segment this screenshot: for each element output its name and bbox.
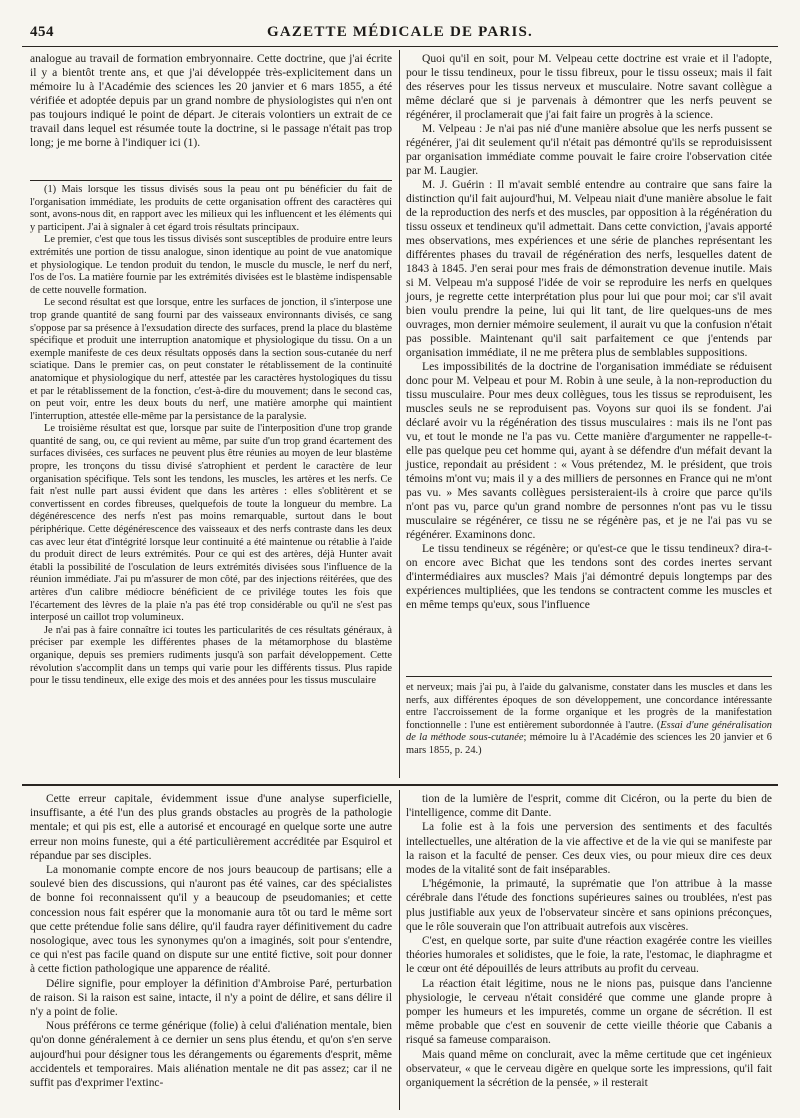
bottom-right-column	[406, 792, 772, 1090]
top-left-column	[30, 52, 392, 150]
footnote-paragraph: Je n'ai pas à faire connaître ici toutes les particularités de ces résultats généraux, à préciser par exemple les différentes phases de la métamorphose du blastème organique, depuis ses premiers rudiments jusqu'à son parfait développement. Cette révolution s'accomplit dans un temps qui varie pour les différents tissus. Plus rapide pour le tissu tendineux, elle exige des mois et des années pour les tissus musculaire	[30, 624, 392, 687]
body-paragraph: Nous préférons ce terme générique (folie) à celui d'aliénation mentale, bien qu'on donne généralement à ce dernier un sens plus étendu, et qu'on s'en serve aujourd'hui pour désigner tous les dérangements ou égarements d'esprit, même accidentels et temporaires. Mais aliénation mentale ne dit pas assez; car il ne suffit pas d'exprimer l'extinc-	[30, 1020, 392, 1090]
footnote-paragraph: Le second résultat est que lorsque, entre les surfaces de jonction, il s'interpose une trop grande quantité de sang fourni par des vaisseaux environnants divisés, ce sang s'oppose par sa présence à l'exsudation directe des surfaces, prend la place du blastème spécifique et produit une interruption anatomique et physiologique du tissu. On a un exemple manifeste de ces deux résultats opposés dans la section sous-cutanée du nerf sciatique. Dans le premier cas, on peut constater le rétablissement de la continuité anatomique et physiologique du nerf, attestée par les caractères hystologiques du tissu et par le rétablissement de la fonction, c'est-à-dire du mouvement; dans le second cas, on peut voir, entre les deux bouts du nerf, une matière amorphe qui maintient l'interruption, attestée elle-même par la persistance de la paralysie.	[30, 297, 392, 422]
body-paragraph: Cette erreur capitale, évidemment issue d'une analyse superficielle, insuffisante, a été l'un des plus grands obstacles au progrès de la pathologie mentale; et qui pis est, elle a autorisé et encouragé en quelque sorte une autre erreur non moins funeste, qui a été particulièrement accréditée par Esquirol et répandue par ses disciples.	[30, 793, 392, 862]
footnote-paragraph: (1) Mais lorsque les tissus divisés sous la peau ont pu bénéficier du fait de l'organisation immédiate, les produits de cette organisation offrent des caractères qui sont, avons-nous dit, en rapport avec les milieux qui les influencent et les éléments qui y participent. J'ai à signaler à cet égard trois résultats principaux.	[30, 184, 392, 233]
body-paragraph: L'hégémonie, la primauté, la suprématie que l'on attribue à la masse cérébrale dans l'étude des fonctions supérieures saines ou troublées, n'est pas plus justifiable aux yeux de l'observateur sincère et sans opinions préconçues, que le rôle souverain que l'on attribuait autrefois aux viscères.	[406, 878, 772, 933]
header-rule	[22, 46, 778, 47]
body-paragraph: La folie est à la fois une perversion des sentiments et des facultés intellectuelles, une altération de la vie affective et de la vie qui se manifeste par la raison et la faculté de penser. Ces deux vies, ou pour mieux dire ces deux modes de la vitalité sont de fait inséparables.	[406, 821, 772, 877]
footnote-right-text: et nerveux; mais j'ai pu, à l'aide du galvanisme, constater dans les muscles et dans les nerfs, aux différentes époques de son développement, une concordance intéressante entre l'accroissement de la forme organique et les progrès de la manifestation fonctionnelle : l'une est entièrement subordonnée à l'autre. (	[406, 682, 772, 731]
footnote-paragraph: Le troisième résultat est que, lorsque par suite de l'interposition d'une trop grande quantité de sang, ou, ce qui revient au même, par suite d'un trop grand écartement des surfaces divisées, ces surfaces ne peuvent plus être réunies au moyen de leur blastème propre, les tronçons du tissu divisé s'atrophient et perdent le caractère de leur organisation spécifique. Tels sont les tendons, les muscles, les artères et les nerfs. Ce fait n'est nulle part aussi évident que dans les artères : elles s'oblitèrent et se convertissent en cordes fibreuses, quelquefois de toute la longueur du membre. La dégénérescence des nerfs n'est pas moins remarquable, surtout dans le bout périphérique. Cette dégénérescence des vaisseaux et des nerfs contraste dans les deux cas avec leur état d'intégrité lorsque leur continuité a été maintenue ou rétablie à l'aide du produit direct de leurs extrémités. Pour ce qui est des artères, déjà Hunter avait établi la possibilité de l'osculation de leurs extrémités divisées sous l'influence de la réunion immédiate. J'ai pu m'assurer de mon côté, par des injections réitérées, que des artères d'un calibre médiocre bénéficient de ce privilége toutes les fois que l'écartement des lèvres de la plaie n'a pas été trop considérable ou qu'il ne s'est pas interposé un caillot trop volumineux.	[30, 423, 392, 624]
body-paragraph: tion de la lumière de l'esprit, comme dit Cicéron, ou la perte du bien de l'intelligence, comme dit Dante.	[406, 793, 772, 820]
body-paragraph: Le tissu tendineux se régénère; or qu'est-ce que le tissu tendineux? dira-t-on encore avec Bichat que les tendons sont des cordes inertes servant d'intermédiaires aux muscles? Mais j'ai démontré depuis longtemps par des expériences multipliées, que les tendons se contractent comme les muscles et en même temps qu'eux, sous l'influence	[406, 542, 772, 611]
footnote-rule-right	[406, 676, 772, 677]
body-paragraph: Mais quand même on conclurait, avec la même certitude que cet ingénieux observateur, « que le cerveau digère en quelque sorte les impressions, qu'il fait organiquement la sécrétion de la pensée, » il resterait	[406, 1048, 772, 1090]
footnote-right-column	[406, 682, 772, 758]
footnote-right-title: Essai d'une généralisation de la méthode sous-cutanée	[406, 719, 772, 744]
column-divider-bottom	[399, 790, 400, 1110]
body-paragraph: La réaction était légitime, nous ne le nions pas, puisque dans l'ancienne physiologie, le cerveau n'était considéré que comme une glande propre à pomper les humeurs et les impuretés, comme un organe de sécrétion. Il est même probable que c'est en souvenir de cette vieille théorie que Cabanis a risqué sa fameuse comparaison.	[406, 977, 772, 1047]
body-paragraph: La monomanie compte encore de nos jours beaucoup de partisans; elle a soulevé bien des discussions, qui n'auront pas été vaines, car des spécialistes de bonne foi reconnaissent qu'il y a beaucoup de pseudomanies; et cette concession nous fait espérer que la monomanie aura tôt ou tard le même sort que cette prétendue folie sans délire, qu'il faudra rayer définitivement du cadre nosologique, avec tous les synonymes qu'on a imaginés, soit pour s'entendre, ce qui n'est pas facile quand on dispute sur une entité fictive, soit pour donner à cette fiction pathologique une apparence de réalité.	[30, 864, 392, 976]
footnote-right-text-after: ; mémoire lu à l'Académie des sciences les 20 janvier et 6 mars 1855, p. 24.)	[406, 732, 772, 756]
top-right-column	[406, 52, 772, 612]
body-paragraph: Les impossibilités de la doctrine de l'organisation immédiate se réduisent donc pour M. Velpeau et pour M. Robin à une seule, à la non-reproduction du tissu musculaire. Pour mes deux collègues, tous les tissus se reproduisent, les muscles seuls ne se reproduisent pas. Voyons sur quoi ils se fondent. J'ai déclaré avoir vu la régénération des tissus musculaires : mais ils ne l'ont pas vu, et tout le monde ne l'a pas vu. Cette manière d'argumenter ne rappelle-t-elle pas quelque peu cet homme qui, ayant à se défendre d'un méfait devant la justice, repondait au président : « Vous prétendez, M. le président, que trois témoins m'ont vu; mais il y a des milliers de personnes en France qui ne m'ont pas vu. » Mes savants collègues persisteraient-ils à croire que parce qu'ils n'ont pas vu, parce qu'un grand nombre de personnes n'ont pas vu le tissu musculaire se régénérer, ce tissu ne se régénère pas, et je ne l'ai pas vu se régénérer. Examinons donc.	[406, 360, 772, 541]
section-rule	[22, 784, 778, 786]
body-paragraph: Délire signifie, pour employer la définition d'Ambroise Paré, perturbation de raison. Si la raison est saine, intacte, il n'y a point de délire, et sans délire il n'y a point de folie.	[30, 977, 392, 1019]
footnote-column	[30, 184, 392, 688]
footnote-rule	[30, 180, 392, 181]
footnote-right-paragraph	[406, 682, 772, 758]
page-header	[22, 24, 778, 44]
journal-title: GAZETTE MÉDICALE DE PARIS.	[267, 24, 533, 40]
footnote-paragraph: Le premier, c'est que tous les tissus divisés sont susceptibles de produire entre leurs extrémités une portion de tissu analogue, sinon identique au point de vue anatomique et physiologique. Le tendon produit du tendon, le muscle du muscle, le nerf du nerf, l'os de l'os. La matière fournie par les extrémités divisées est le blastème indispensable de cette nouvelle formation.	[30, 234, 392, 296]
body-paragraph: M. Velpeau : Je n'ai pas nié d'une manière absolue que les nerfs pussent se régénérer, j'ai dit seulement qu'il n'était pas démontré qu'ils se reproduisissent par organisation immédiate comme pouvait le faire croire l'observation citée par M. Laugier.	[406, 122, 772, 177]
bottom-left-column	[30, 792, 392, 1090]
body-paragraph: Quoi qu'il en soit, pour M. Velpeau cette doctrine est vraie et il l'adopte, pour le tissu tendineux, pour le tissu fibreux, pour le tissu osseux; mais il fait des réserves pour les tissus nerveux et musculaire. Notre savant collègue a même déclaré que si je parvenais à démontrer que les nerfs peuvent se régénérer, il proclamerait que j'ai fait faire un progrès à la science.	[406, 52, 772, 121]
body-paragraph: analogue au travail de formation embryonnaire. Cette doctrine, que j'ai écrite il y a bientôt trente ans, et que j'ai développée très-explicitement dans un mémoire lu à l'Académie des sciences les 20 janvier et 6 mars 1855, a été vérifiée et adoptée depuis par un grand nombre de physiologistes qui n'en ont pas toujours indiqué le point de départ. Je citerais volontiers un extrait de ce travail dans lequel est résumée toute la doctrine, si le passage n'était pas trop long; je me borne à l'indiquer ici (1).	[30, 52, 392, 149]
body-paragraph: M. J. Guérin : Il m'avait semblé entendre au contraire que sans faire la distinction qu'il fait aujourd'hui, M. Velpeau niait d'une manière absolue le fait de la reproduction des nerfs et des muscles, par opposition à la régénération du tissu osseux et tendineux qu'il admettait. Dans cette conviction, j'avais apporté mes observations, mes expériences et une série de planches représentant les différentes phases du travail de régénération des nerfs, lesquelles datent de 1843 à 1845. J'en serai pour mes frais de démonstration devenue inutile. Mais si M. Velpeau m'a supposé l'idée de voir se reproduire les nerfs en quelques jours, je regrette cette interprétation plus pour lui que pour moi; car s'il avait bien voulu prendre la peine, lui qui lit tant, de lire quelques-uns de mes ouvrages, mon dernier mémoire seulement, il aurait vu que la confusion n'était pas possible. Maintenant qu'il sait parfaitement ce que j'entends par organisation immédiate, il ne me prêtera plus de semblables suppositions.	[406, 178, 772, 359]
page-number: 454	[30, 24, 54, 40]
column-divider-top	[399, 50, 400, 778]
body-paragraph: C'est, en quelque sorte, par suite d'une réaction exagérée contre les vieilles théories humorales et solidistes, que le foie, la rate, l'estomac, le diaphragme et le cœur ont été dépouillés de leurs attributs au profit du cerveau.	[406, 935, 772, 976]
